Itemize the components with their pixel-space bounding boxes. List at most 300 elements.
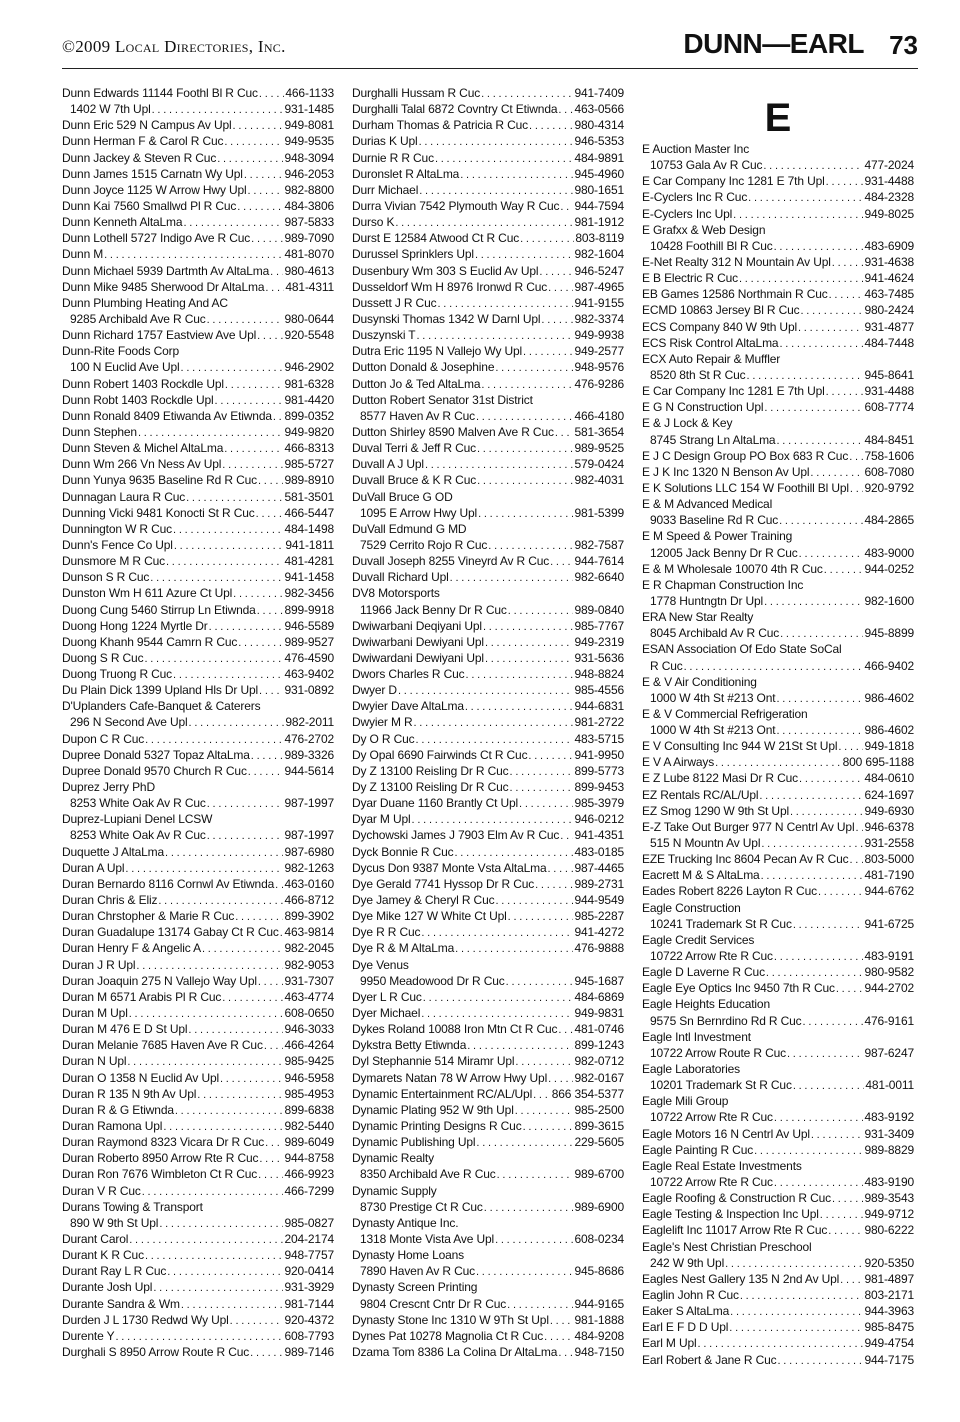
listing-name: Dunn Robt 1403 Rockdle Upl — [62, 392, 214, 407]
leader-dots — [455, 940, 573, 956]
listing-phone: 987-4965 — [574, 279, 624, 294]
listing-entry — [352, 182, 624, 198]
listing-name: Dutton Jo & Ted AltaLma — [352, 376, 481, 391]
listing-entry — [642, 1319, 914, 1335]
listing-entry — [642, 302, 914, 318]
listing-name: Duvall Joseph 8255 Vineyrd Av R Cuc — [352, 554, 550, 569]
listing-phone: 899-9918 — [284, 602, 334, 617]
listing-name: 1000 W 4th St #213 Ont — [650, 690, 776, 705]
listing-phone: 989-6700 — [574, 1167, 624, 1182]
leader-dots — [495, 359, 573, 375]
listing-entry — [62, 505, 334, 521]
leader-dots — [477, 440, 573, 456]
listing-phone: 931-7307 — [284, 973, 334, 988]
leader-dots — [258, 1166, 283, 1182]
leader-dots — [158, 892, 283, 908]
listing-phone: 899-6838 — [284, 1102, 334, 1117]
listing-phone: 581-3501 — [284, 489, 334, 504]
listing-entry — [352, 133, 624, 149]
leader-dots — [811, 1126, 864, 1142]
listing-name: Dupon C R Cuc — [62, 731, 145, 746]
listing-phone: 949-4754 — [864, 1336, 914, 1351]
listing-entry — [642, 754, 914, 770]
leader-dots — [507, 1296, 573, 1312]
leader-dots — [153, 1279, 283, 1295]
listing-entry — [642, 1126, 914, 1142]
leader-dots — [766, 964, 864, 980]
listing-phone: 989-8829 — [864, 1142, 914, 1157]
leader-dots — [181, 359, 284, 375]
leader-dots — [264, 1037, 284, 1053]
listing-name: 515 N Mountn Av Upl — [650, 836, 761, 851]
listing-entry — [62, 279, 334, 295]
listing-phone: 982-0712 — [574, 1054, 624, 1069]
listing-phone: 944-6762 — [864, 884, 914, 899]
listing-phone: 920-5350 — [864, 1255, 914, 1270]
listing-phone: 989-6049 — [284, 1135, 334, 1150]
leader-dots — [425, 456, 574, 472]
listing-entry — [62, 1134, 334, 1150]
listing-name: Dynamic Supply — [352, 1183, 437, 1198]
listing-name: Dwyier Dave AltaLma — [352, 699, 464, 714]
listing-name: Eagle's Nest Christian Preschool — [642, 1239, 812, 1254]
listing-entry — [62, 424, 334, 440]
leader-dots — [265, 1134, 283, 1150]
leader-dots — [740, 1287, 864, 1303]
listing-name: Dunn Stephen — [62, 424, 137, 439]
listing-name: Dye Jamey & Cheryl R Cuc — [352, 893, 495, 908]
leader-dots — [508, 602, 574, 618]
leader-dots — [818, 883, 864, 899]
listing-entry — [642, 1352, 914, 1368]
listing-phone: 945-8686 — [574, 1264, 624, 1279]
listing-entry — [352, 214, 624, 230]
listing-phone: 989-8910 — [284, 473, 334, 488]
listing-phone: 989-9527 — [284, 634, 334, 649]
listing-entry — [62, 908, 334, 924]
listing-phone: 931-4638 — [864, 254, 914, 269]
listing-entry — [642, 415, 914, 431]
listing-entry — [62, 182, 334, 198]
listing-entry — [352, 1247, 624, 1263]
leader-dots — [478, 505, 573, 521]
leader-dots — [560, 827, 573, 843]
listing-entry — [352, 1118, 624, 1134]
listing-entry — [642, 1109, 914, 1125]
listing-entry — [352, 1150, 624, 1166]
listing-entry — [642, 335, 914, 351]
leader-dots — [235, 908, 283, 924]
listing-phone: 989-2731 — [574, 876, 624, 891]
listing-entry — [642, 480, 914, 496]
listing-name: Durussel Sprinklers Upl — [352, 247, 474, 262]
listing-phone: 484-8451 — [864, 432, 914, 447]
listing-name: Eagle Motors 16 N Centrl Av Upl — [642, 1126, 810, 1141]
listing-entry — [352, 1166, 624, 1182]
listing-name: 10201 Trademark St R Cuc — [650, 1078, 792, 1093]
listing-phone: 987-4465 — [574, 860, 624, 875]
listing-phone: 899-1243 — [574, 1038, 624, 1053]
listing-entry — [642, 835, 914, 851]
listing-name: 890 W 9th St Upl — [70, 1215, 159, 1230]
listing-entry — [642, 851, 914, 867]
listing-name: 1778 Huntngtn Dr Upl — [650, 593, 764, 608]
listing-entry — [352, 440, 624, 456]
listing-name: 1000 W 4th St #213 Ont — [650, 723, 776, 738]
listing-name: ESAN Association Of Edo State SoCal — [642, 642, 842, 657]
listing-phone: 931-2558 — [864, 836, 914, 851]
listing-phone: 476-9161 — [864, 1013, 914, 1028]
listing-entry — [642, 157, 914, 173]
listing-name: Dusynski Thomas 1342 W Darnl Upl — [352, 311, 541, 326]
listing-name: 12005 Jack Benny Dr R Cuc — [650, 545, 798, 560]
listing-entry — [62, 408, 334, 424]
listing-entry — [352, 521, 624, 537]
listing-phone: 866 354-5377 — [551, 1086, 624, 1101]
listing-entry — [352, 569, 624, 585]
listing-entry — [642, 1061, 914, 1077]
listing-name: 1095 E Arrow Hwy Upl — [360, 505, 478, 520]
leader-dots — [523, 1118, 574, 1134]
leader-dots — [265, 279, 284, 295]
listing-phone: 989-0840 — [574, 602, 624, 617]
listing-entry — [352, 1102, 624, 1118]
listing-name: 9575 Sn Bernrdino Rd R Cuc — [650, 1013, 802, 1028]
listing-phone: 987-1997 — [284, 828, 334, 843]
listing-phone: 948-7757 — [284, 1248, 334, 1263]
listing-name: Dynasty Antique Inc. — [352, 1215, 459, 1230]
listing-entry — [642, 883, 914, 899]
listing-entry — [642, 932, 914, 948]
listing-phone: 948-3094 — [284, 150, 334, 165]
listing-phone: 899-3615 — [574, 1119, 624, 1133]
listing-phone: 981-5399 — [574, 505, 624, 520]
listing-name: Dupree Donald 5327 Topaz AltaLma — [62, 747, 250, 762]
listing-phone: 946-0212 — [574, 812, 624, 827]
listing-entry — [642, 641, 914, 657]
listing-entry — [62, 343, 334, 359]
leader-dots — [799, 770, 863, 786]
listing-name: Dyer L R Cuc — [352, 989, 422, 1004]
listing-phone: 477-2024 — [864, 158, 914, 173]
leader-dots — [747, 367, 864, 383]
listing-entry — [62, 198, 334, 214]
leader-dots — [508, 908, 574, 924]
listing-entry — [62, 666, 334, 682]
listing-name: Dynes Pat 10278 Magnolia Ct R Cuc — [352, 1328, 544, 1343]
listing-name: Dunsmore M R Cuc — [62, 554, 165, 569]
leader-dots — [275, 876, 283, 892]
listing-entry — [62, 472, 334, 488]
listing-name: DV8 Motorsports — [352, 586, 440, 601]
leader-dots — [419, 182, 573, 198]
listing-name: Duran R 135 N 9th Av Upl — [62, 1086, 197, 1101]
listing-phone: 581-3654 — [574, 424, 624, 439]
leader-dots — [412, 811, 574, 827]
listing-phone: 982-8800 — [284, 182, 334, 197]
listing-phone: 982-1263 — [284, 860, 334, 875]
listing-phone: 466-9402 — [864, 658, 914, 673]
listing-name: E V Consulting Inc 944 W 21St St Upl — [642, 739, 838, 754]
listing-entry — [62, 1070, 334, 1086]
listing-name: ECMD 10863 Jersey Bl R Cuc — [642, 303, 800, 318]
listing-name: Eagle D Laverne R Cuc — [642, 965, 765, 980]
listing-name: R Cuc — [650, 658, 683, 673]
listing-name: 7529 Cerrito Rojo R Cuc — [360, 537, 488, 552]
listing-entry — [642, 770, 914, 786]
listing-entry — [62, 795, 334, 811]
listing-entry — [352, 1296, 624, 1312]
listing-entry — [642, 1335, 914, 1351]
listing-name: Eagle Roofing & Construction R Cuc — [642, 1191, 831, 1206]
listing-name: 8253 White Oak Av R Cuc — [70, 828, 206, 843]
listing-entry — [642, 1255, 914, 1271]
leader-dots — [421, 1005, 573, 1021]
listing-entry — [62, 973, 334, 989]
leader-dots — [476, 1263, 573, 1279]
leader-dots — [202, 940, 283, 956]
leader-dots — [416, 731, 574, 747]
listing-name: 242 W 9th Upl — [650, 1255, 725, 1270]
listing-entry — [62, 230, 334, 246]
leader-dots — [233, 117, 284, 133]
listing-entry — [62, 440, 334, 456]
listing-entry — [62, 924, 334, 940]
listing-name: Duran Chrstopher & Marie R Cuc — [62, 909, 235, 924]
listing-name: Dunn Jackey & Steven R Cuc — [62, 150, 217, 165]
listing-entry — [642, 141, 914, 157]
leader-dots — [173, 666, 283, 682]
listing-entry — [352, 246, 624, 262]
listing-name: Dynamic Publishing Upl — [352, 1135, 476, 1150]
listing-name: Eagle Intl Investment — [642, 1029, 751, 1044]
listing-entry — [352, 1344, 624, 1360]
listing-name: E Auction Master Inc — [642, 142, 750, 156]
listing-phone: 483-9192 — [864, 1110, 914, 1125]
leader-dots — [481, 85, 573, 101]
listing-entry — [62, 747, 334, 763]
leader-dots — [849, 448, 863, 464]
listing-name: ECS Company 840 W 9th Upl — [642, 319, 797, 334]
listing-name: Duvall Bruce & K R Cuc — [352, 473, 477, 488]
listing-name: Duran O 1358 N Euclid Av Upl — [62, 1070, 219, 1085]
listing-phone: 941-7409 — [574, 86, 624, 100]
listing-entry — [642, 1093, 914, 1109]
listing-phone: 949-9535 — [284, 134, 334, 149]
listing-entry — [62, 537, 334, 553]
listing-name: Durans Towing & Transport — [62, 1199, 203, 1214]
listing-name: 1318 Monte Vista Ave Upl — [360, 1231, 495, 1246]
listing-phone: 800 695-1188 — [842, 755, 914, 770]
listing-name: ERA New Star Realty — [642, 610, 754, 625]
leader-dots — [793, 1077, 865, 1093]
listing-name: Dunn Richard 1757 Eastview Ave Upl — [62, 328, 257, 343]
listing-entry — [62, 166, 334, 182]
listing-phone: 948-8824 — [574, 667, 624, 682]
listing-name: 8253 White Oak Av R Cuc — [70, 796, 206, 811]
listing-name: E Grafxx & Web Design — [642, 222, 766, 237]
listing-name: Duran N Upl — [62, 1054, 127, 1069]
listing-phone: 985-4556 — [574, 683, 624, 698]
listing-phone: 985-0827 — [284, 1215, 334, 1230]
listing-phone: 946-2053 — [284, 166, 334, 181]
listing-entry — [642, 577, 914, 593]
listing-phone: 483-9190 — [864, 1175, 914, 1189]
listing-entry — [62, 1053, 334, 1069]
listing-name: 9804 Crescnt Cntr Dr R Cuc — [360, 1296, 507, 1311]
listing-entry — [352, 682, 624, 698]
listing-name: Dye Mike 127 W White Ct Upl — [352, 909, 507, 924]
listing-entry — [352, 117, 624, 133]
listing-entry — [642, 609, 914, 625]
listing-entry — [352, 698, 624, 714]
listing-name: Dunn Michael 5939 Dartmth Av AltaLma — [62, 263, 270, 278]
listing-name: Dye Gerald 7741 Hyssop Dr R Cuc — [352, 876, 535, 891]
listing-entry — [642, 270, 914, 286]
listing-phone: 980-6222 — [864, 1223, 914, 1238]
leader-dots — [258, 973, 284, 989]
leader-dots — [244, 166, 284, 182]
listing-entry — [352, 1183, 624, 1199]
listing-name: Dyar Duane 1160 Brantly Ct Upl — [352, 796, 519, 811]
leader-dots — [209, 618, 284, 634]
listing-entry — [62, 876, 334, 892]
listing-name: Dy Opal 6690 Fairwinds Ct R Cuc — [352, 747, 528, 762]
listing-entry — [352, 1005, 624, 1021]
leader-dots — [495, 892, 573, 908]
listing-name: 10722 Arrow Rte R Cuc — [650, 1175, 773, 1189]
listing-phone: 944-8758 — [284, 1151, 334, 1166]
leader-dots — [855, 819, 863, 835]
listing-phone: 466-8712 — [284, 893, 334, 908]
leader-dots — [684, 658, 864, 674]
listing-entry — [62, 359, 334, 375]
leader-dots — [850, 480, 864, 496]
listing-phone: 946-5353 — [574, 134, 624, 149]
leader-dots — [555, 424, 574, 440]
listing-entry — [642, 980, 914, 996]
listing-entry — [62, 521, 334, 537]
listing-name: 7890 Haven Av R Cuc — [360, 1264, 475, 1279]
listing-name: Dupree Donald 9570 Church R Cuc — [62, 763, 247, 778]
section-letter: E — [764, 96, 792, 140]
listing-entry — [62, 763, 334, 779]
leader-dots — [803, 1013, 864, 1029]
listing-entry — [62, 1296, 334, 1312]
leader-dots — [125, 860, 283, 876]
listing-phone: 989-7090 — [284, 231, 334, 246]
leader-dots — [824, 561, 864, 577]
listing-name: Eaker S AltaLma — [642, 1304, 730, 1319]
listing-name: EZ Rentals RC/AL/Upl — [642, 787, 759, 802]
listing-entry — [352, 376, 624, 392]
listing-entry — [642, 254, 914, 270]
listing-name: Dunn Plumbing Heating And AC — [62, 295, 228, 310]
listing-phone: 944-7614 — [574, 554, 624, 569]
listing-phone: 949-8025 — [864, 206, 914, 221]
listing-phone: 949-9831 — [574, 1006, 624, 1021]
leader-dots — [828, 1222, 863, 1238]
listing-name: Durant Carol — [62, 1231, 129, 1246]
leader-dots — [259, 1150, 283, 1166]
listing-name: Duran Melanie 7685 Haven Ave R Cuc — [62, 1038, 263, 1053]
leader-dots — [484, 1199, 574, 1215]
listing-phone: 899-5773 — [574, 763, 624, 778]
leader-dots — [233, 585, 283, 601]
listing-phone: 463-9402 — [284, 667, 334, 682]
listing-entry — [352, 472, 624, 488]
listing-name: Duprez-Lupiani Denel LCSW — [62, 812, 213, 827]
leader-dots — [145, 1247, 284, 1263]
listing-entry — [62, 1328, 334, 1344]
leader-dots — [248, 763, 284, 779]
leader-dots — [754, 1142, 863, 1158]
leader-dots — [476, 408, 573, 424]
leader-dots — [550, 553, 573, 569]
listing-name: 8350 Archibald Ave R Cuc — [360, 1167, 496, 1182]
listing-phone: 982-7587 — [574, 537, 624, 552]
leader-dots — [248, 182, 284, 198]
listing-phone: 985-9425 — [284, 1054, 334, 1069]
listing-phone: 920-9792 — [864, 480, 914, 495]
leader-dots — [798, 319, 863, 335]
listing-name: Duran Ron 7676 Wimbleton Ct R Cuc — [62, 1167, 258, 1182]
listing-name: Dyck Bonnie R Cuc — [352, 844, 454, 859]
leader-dots — [725, 1255, 863, 1271]
listing-entry — [642, 1287, 914, 1303]
listing-phone: 941-4351 — [574, 828, 624, 843]
listing-phone: 758-1606 — [864, 448, 914, 463]
listing-phone: 608-0650 — [284, 1006, 334, 1021]
leader-dots — [544, 1328, 573, 1344]
leader-dots — [465, 698, 574, 714]
leader-dots — [150, 569, 283, 585]
leader-dots — [215, 392, 284, 408]
listing-phone: 476-4590 — [284, 650, 334, 665]
listing-entry — [642, 561, 914, 577]
listing-name: Dynasty Screen Printing — [352, 1280, 478, 1295]
listing-entry — [642, 1271, 914, 1287]
listing-name: Dwyer D — [352, 683, 397, 698]
listing-phone: 941-4624 — [864, 271, 914, 286]
leader-dots — [515, 1102, 574, 1118]
leader-dots — [730, 1303, 863, 1319]
listing-entry — [62, 827, 334, 843]
leader-dots — [550, 1312, 574, 1328]
listing-entry — [642, 1029, 914, 1045]
listing-entry — [352, 1037, 624, 1053]
listing-name: Durante Josh Upl — [62, 1280, 153, 1295]
listing-phone: 204-2174 — [284, 1231, 334, 1246]
leader-dots — [832, 254, 864, 270]
listing-name: 100 N Euclid Ave Upl — [70, 360, 180, 375]
listing-phone: 946-6378 — [864, 819, 914, 834]
listing-entry — [352, 973, 624, 989]
listing-name: E Car Company Inc 1281 E 7th Upl — [642, 384, 825, 399]
listing-name: Dynasty Home Loans — [352, 1248, 465, 1263]
listing-name: Duran Joaquin 275 N Vallejo Way Upl — [62, 973, 257, 988]
listing-phone: 463-9814 — [284, 925, 334, 940]
leader-dots — [258, 472, 284, 488]
listing-name: E J C Design Group PO Box 683 R Cuc — [642, 448, 849, 463]
listing-phone: 931-4488 — [864, 384, 914, 399]
listing-name: Dunning Vicki 9481 Konocti St R Cuc — [62, 505, 255, 520]
listing-name: Eagle Testing & Inspection Inc Upl — [642, 1207, 819, 1222]
listing-phone: 989-7146 — [284, 1344, 334, 1359]
listing-entry — [642, 1222, 914, 1238]
listing-phone: 944-9549 — [574, 893, 624, 908]
leader-dots — [485, 650, 574, 666]
